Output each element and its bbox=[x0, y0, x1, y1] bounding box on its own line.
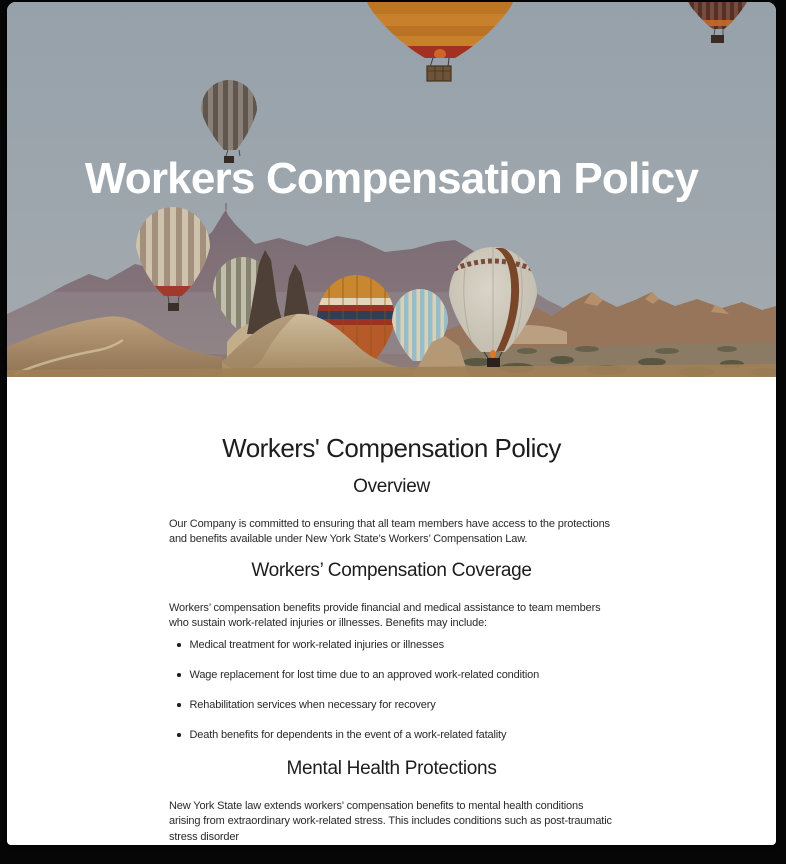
bullet-icon bbox=[177, 643, 181, 647]
document-title: Workers' Compensation Policy bbox=[222, 433, 561, 463]
hero-title: Workers Compensation Policy bbox=[84, 154, 699, 203]
list-item bbox=[177, 638, 614, 653]
list-item bbox=[177, 728, 614, 743]
document-body bbox=[7, 377, 776, 845]
list-item bbox=[177, 668, 614, 683]
section-heading-coverage: Workers’ Compensation Coverage bbox=[251, 559, 532, 581]
bullet-text: Wage replacement for lost time due to an approved work-related condition bbox=[189, 668, 540, 681]
hero-banner bbox=[7, 2, 776, 377]
bullet-text: Medical treatment for work-related injuries or illnesses bbox=[189, 638, 444, 651]
overview-paragraph: Our Company is committed to ensuring that all team members have access to the protections and benefits available under New York State’s Workers’ Compensation Law. bbox=[169, 517, 610, 546]
coverage-benefits-list bbox=[169, 638, 614, 743]
list-item bbox=[177, 698, 614, 713]
section-heading-overview: Overview bbox=[353, 476, 430, 498]
section-heading-mental-health: Mental Health Protections bbox=[286, 757, 497, 779]
mental-health-paragraph: New York State law extends workers' compensation benefits to mental health conditions arising from extraordinary work-related stress. This includes conditions such as post-traumatic stress disorder bbox=[169, 799, 612, 843]
policy-page bbox=[7, 2, 776, 845]
bullet-icon bbox=[177, 703, 181, 707]
coverage-paragraph: Workers’ compensation benefits provide financial and medical assistance to team members who sustain work-related injuries or illnesses. Benefits may include: bbox=[169, 601, 601, 630]
bullet-icon bbox=[177, 733, 181, 737]
bullet-icon bbox=[177, 673, 181, 677]
bullet-text: Rehabilitation services when necessary for recovery bbox=[189, 698, 436, 711]
bullet-text: Death benefits for dependents in the event of a work-related fatality bbox=[189, 728, 507, 741]
